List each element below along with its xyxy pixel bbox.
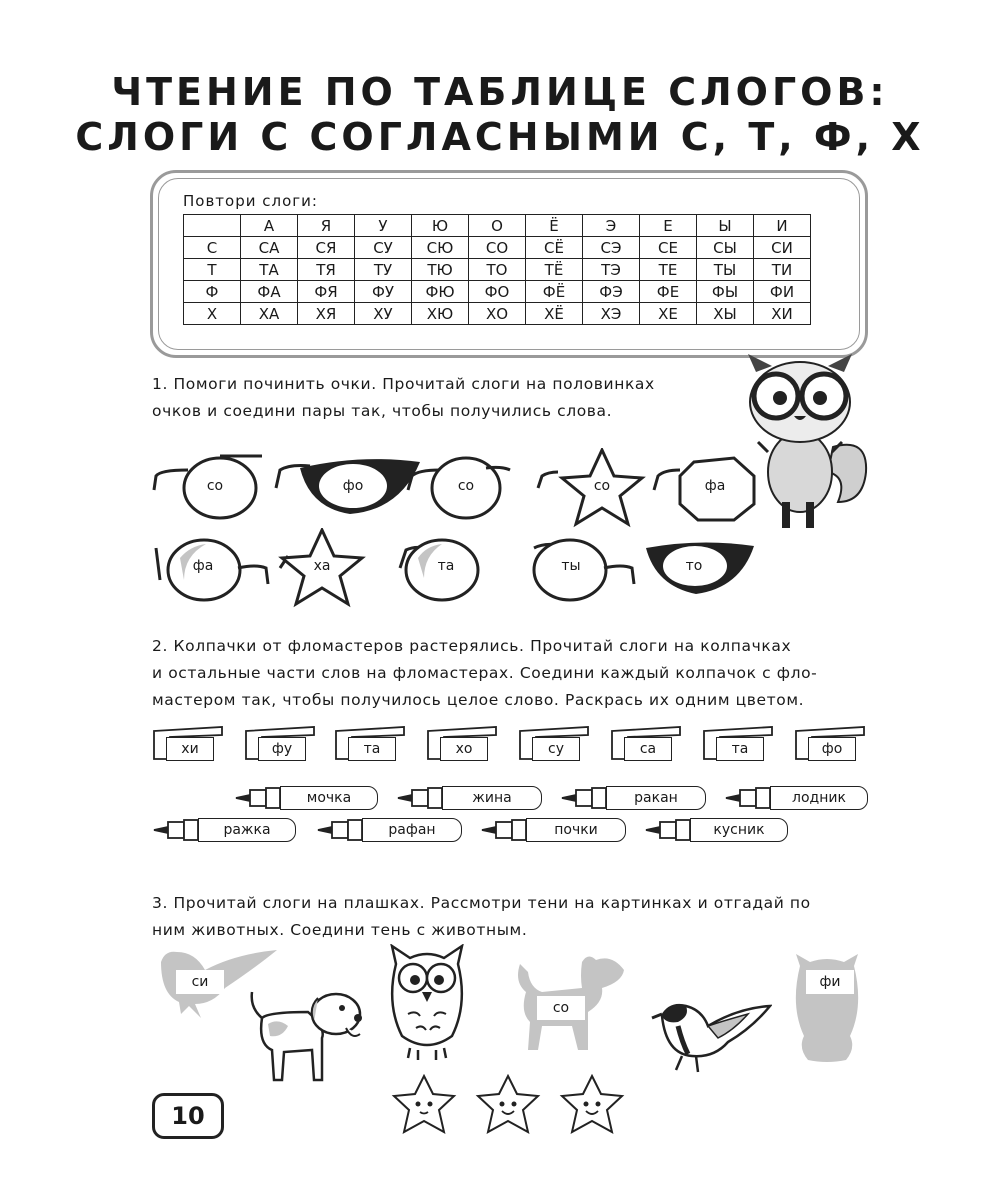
table-cell: СИ — [754, 237, 811, 259]
marker-label: почки — [526, 818, 626, 842]
glasses-label: со — [206, 478, 224, 494]
marker-label: ражка — [198, 818, 296, 842]
cap-label: хи — [166, 737, 214, 761]
table-cell: ФЮ — [412, 281, 469, 303]
shadow-label: фи — [806, 970, 854, 994]
glasses-label: фо — [342, 478, 364, 494]
table-cell: ХЭ — [583, 303, 640, 325]
vowel-cell: О — [469, 215, 526, 237]
table-cell: ТЫ — [697, 259, 754, 281]
vowel-cell: Ю — [412, 215, 469, 237]
cap-label: хо — [440, 737, 488, 761]
vowel-cell: У — [355, 215, 412, 237]
shadow-label: си — [176, 970, 224, 994]
glasses-label: та — [437, 558, 455, 574]
table-cell: ФЯ — [298, 281, 355, 303]
table-cell: ТУ — [355, 259, 412, 281]
owl-illustration — [386, 944, 468, 1062]
glasses-label: со — [593, 478, 611, 494]
table-cell: ФУ — [355, 281, 412, 303]
cap-label: та — [716, 737, 764, 761]
table-cell: ХУ — [355, 303, 412, 325]
table-cell: Х — [184, 303, 241, 325]
glasses-label: то — [685, 558, 703, 574]
glasses-label: ты — [561, 558, 581, 574]
cap-label: фу — [258, 737, 306, 761]
table-cell: ФИ — [754, 281, 811, 303]
dog-illustration — [248, 988, 368, 1084]
page-title-line1: ЧТЕНИЕ ПО ТАБЛИЦЕ СЛОГОВ: — [111, 70, 889, 114]
table-corner-cell — [184, 215, 241, 237]
table-header-row — [184, 215, 811, 237]
table-row — [184, 281, 811, 303]
table-cell: ХЮ — [412, 303, 469, 325]
task2-text-line3: мастером так, чтобы получилось целое слово. Раскрась их одним цветом. — [152, 691, 805, 709]
table-cell: ХЫ — [697, 303, 754, 325]
table-cell: ТЮ — [412, 259, 469, 281]
marker-label: мочка — [280, 786, 378, 810]
table-cell: СЫ — [697, 237, 754, 259]
cap-label: су — [532, 737, 580, 761]
table-cell: СА — [241, 237, 298, 259]
table-cell: СЮ — [412, 237, 469, 259]
task1-text-line1: 1. Помоги починить очки. Прочитай слоги на половинках — [152, 375, 655, 393]
vowel-cell: Е — [640, 215, 697, 237]
task3-text-line1: 3. Прочитай слоги на плашках. Рассмотри тени на картинках и отгадай по — [152, 894, 811, 912]
marker-label: лодник — [770, 786, 868, 810]
marker-label: рафан — [362, 818, 462, 842]
table-cell: ХЁ — [526, 303, 583, 325]
table-cell: ХА — [241, 303, 298, 325]
table-cell: ТИ — [754, 259, 811, 281]
table-cell: СЯ — [298, 237, 355, 259]
table-cell: ТА — [241, 259, 298, 281]
table-cell: СЁ — [526, 237, 583, 259]
table-row — [184, 259, 811, 281]
vowel-cell: Э — [583, 215, 640, 237]
table-cell: ТЕ — [640, 259, 697, 281]
vowel-cell: Я — [298, 215, 355, 237]
table-cell: СЭ — [583, 237, 640, 259]
table-cell: СЕ — [640, 237, 697, 259]
table-cell: ХИ — [754, 303, 811, 325]
table-cell: ТЭ — [583, 259, 640, 281]
cap-label: фо — [808, 737, 856, 761]
glasses-label: ха — [313, 558, 331, 574]
task1-text-line2: очков и соедини пары так, чтобы получились слова. — [152, 402, 613, 420]
vowel-cell: И — [754, 215, 811, 237]
table-cell: СУ — [355, 237, 412, 259]
cap-label: та — [348, 737, 396, 761]
table-cell: ФО — [469, 281, 526, 303]
table-cell: Т — [184, 259, 241, 281]
table-cell: ТО — [469, 259, 526, 281]
table-row — [184, 237, 811, 259]
owl-shadow — [792, 952, 862, 1064]
glasses-label: фа — [704, 478, 726, 494]
table-cell: ХЕ — [640, 303, 697, 325]
marker-label: кусник — [690, 818, 788, 842]
table-cell: ФЭ — [583, 281, 640, 303]
glasses-label: фа — [192, 558, 214, 574]
table-row — [184, 303, 811, 325]
table-cell: Ф — [184, 281, 241, 303]
vowel-cell: А — [241, 215, 298, 237]
table-cell: ТЯ — [298, 259, 355, 281]
marker-label: жина — [442, 786, 542, 810]
task2-text-line1: 2. Колпачки от фломастеров растерялись. Прочитай слоги на колпачках — [152, 637, 792, 655]
table-cell: ФА — [241, 281, 298, 303]
tit-bird-illustration — [648, 998, 772, 1076]
table-cell: ФЫ — [697, 281, 754, 303]
table-cell: ФЁ — [526, 281, 583, 303]
page-number: 10 — [152, 1093, 224, 1139]
star-faces — [388, 1074, 634, 1136]
vowel-cell: Ы — [697, 215, 754, 237]
task2-text-line2: и остальные части слов на фломастерах. Соедини каждый колпачок с фло- — [152, 664, 818, 682]
page-title-line2: СЛОГИ С СОГЛАСНЫМИ С, Т, Ф, Х — [75, 115, 925, 159]
table-cell: ФЕ — [640, 281, 697, 303]
task3-text-line2: ним животных. Соедини тень с животным. — [152, 921, 528, 939]
table-cell: СО — [469, 237, 526, 259]
glasses-label: со — [457, 478, 475, 494]
cap-label: са — [624, 737, 672, 761]
shadow-label: со — [537, 996, 585, 1020]
table-cell: ТЁ — [526, 259, 583, 281]
syllable-table-caption: Повтори слоги: — [183, 192, 318, 210]
vowel-cell: Ё — [526, 215, 583, 237]
marker-label: ракан — [606, 786, 706, 810]
table-cell: С — [184, 237, 241, 259]
table-cell: ХЯ — [298, 303, 355, 325]
table-cell: ХО — [469, 303, 526, 325]
syllable-table — [183, 214, 811, 325]
